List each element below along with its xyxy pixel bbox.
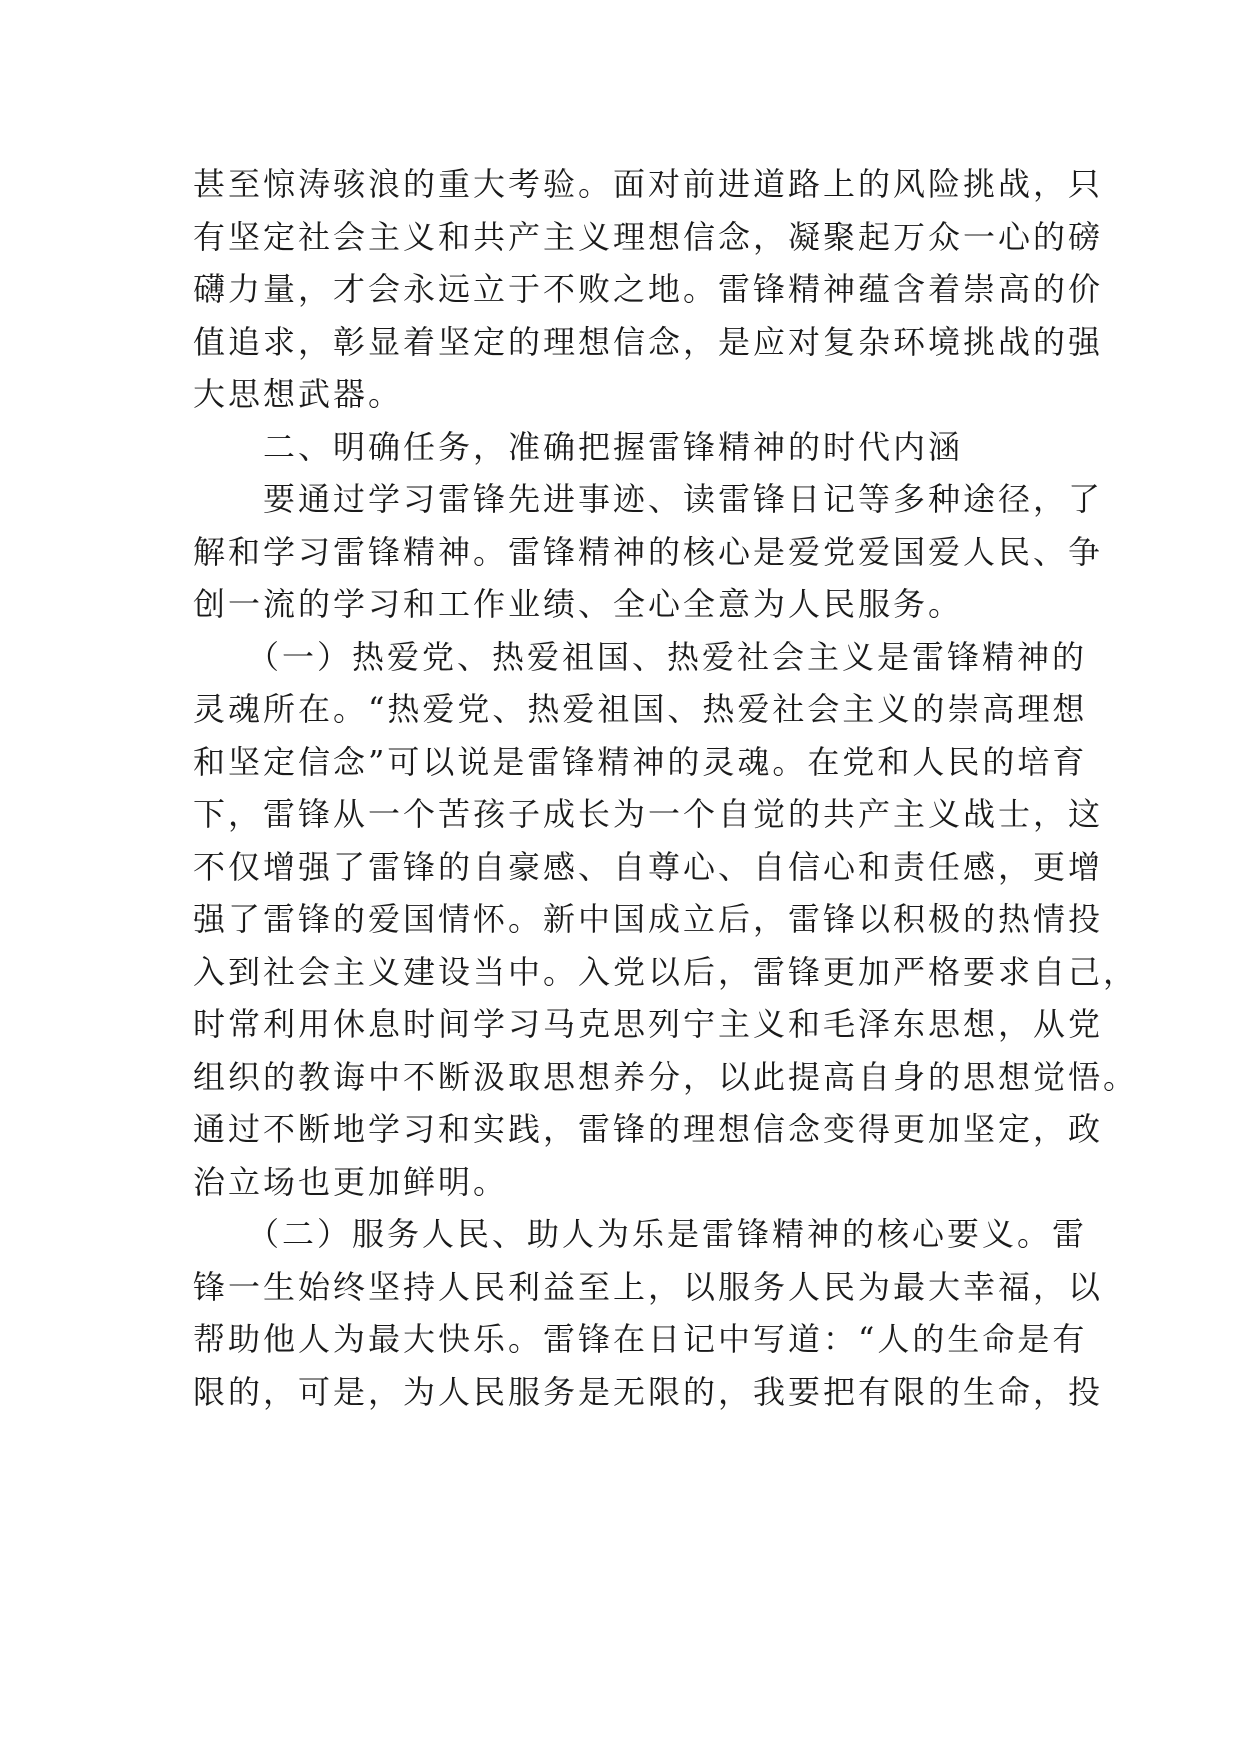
text-line: 创一流的学习和工作业绩、全心全意为人民服务。 (193, 585, 964, 623)
text-line: 入到社会主义建设当中。入党以后，雷锋更加严格要求自己， (193, 952, 1139, 991)
text-line: 灵魂所在。“热爱党、热爱祖国、热爱社会主义的崇高理想 (193, 690, 1088, 728)
text-line: 礴力量，才会永远立于不败之地。雷锋精神蕴含着崇高的价 (193, 270, 1104, 308)
text-line: 治立场也更加鲜明。 (193, 1162, 509, 1201)
text-line: 强了雷锋的爱国情怀。新中国成立后，雷锋以积极的热情投 (193, 900, 1104, 938)
text-line: 锋一生始终坚持人民利益至上，以服务人民为最大幸福，以 (193, 1267, 1104, 1306)
text-line: 和坚定信念”可以说是雷锋精神的灵魂。在党和人民的培育 (193, 742, 1088, 781)
text-line: 组织的教诲中不断汲取思想养分，以此提高自身的思想觉悟。 (193, 1057, 1139, 1096)
body-text (193, 158, 1139, 1418)
text-line: 限的，可是，为人民服务是无限的，我要把有限的生命，投 (193, 1372, 1104, 1411)
text-line: 甚至惊涛骇浪的重大考验。面对前进道路上的风险挑战，只 (193, 165, 1104, 203)
text-line: （一）热爱党、热爱祖国、热爱社会主义是雷锋精神的 (193, 637, 1088, 676)
text-line: 大思想武器。 (193, 375, 404, 413)
text-line: 通过不断地学习和实践，雷锋的理想信念变得更加坚定，政 (193, 1110, 1104, 1148)
text-line: （二）服务人民、助人为乐是雷锋精神的核心要义。雷 (193, 1215, 1088, 1253)
text-line: 不仅增强了雷锋的自豪感、自尊心、自信心和责任感，更增 (193, 847, 1104, 886)
text-line: 值追求，彰显着坚定的理想信念，是应对复杂环境挑战的强 (193, 322, 1104, 361)
text-line: 要通过学习雷锋先进事迹、读雷锋日记等多种途径，了 (193, 480, 1104, 518)
text-line: 时常利用休息时间学习马克思列宁主义和毛泽东思想，从党 (193, 1005, 1104, 1043)
section-heading: 二、明确任务，准确把握雷锋精神的时代内涵 (193, 427, 964, 466)
text-line: 帮助他人为最大快乐。雷锋在日记中写道：“人的生命是有 (193, 1320, 1088, 1358)
text-line: 下，雷锋从一个苦孩子成长为一个自觉的共产主义战士，这 (193, 795, 1104, 833)
text-line: 解和学习雷锋精神。雷锋精神的核心是爱党爱国爱人民、争 (193, 532, 1104, 571)
text-line: 有坚定社会主义和共产主义理想信念，凝聚起万众一心的磅 (193, 217, 1104, 256)
